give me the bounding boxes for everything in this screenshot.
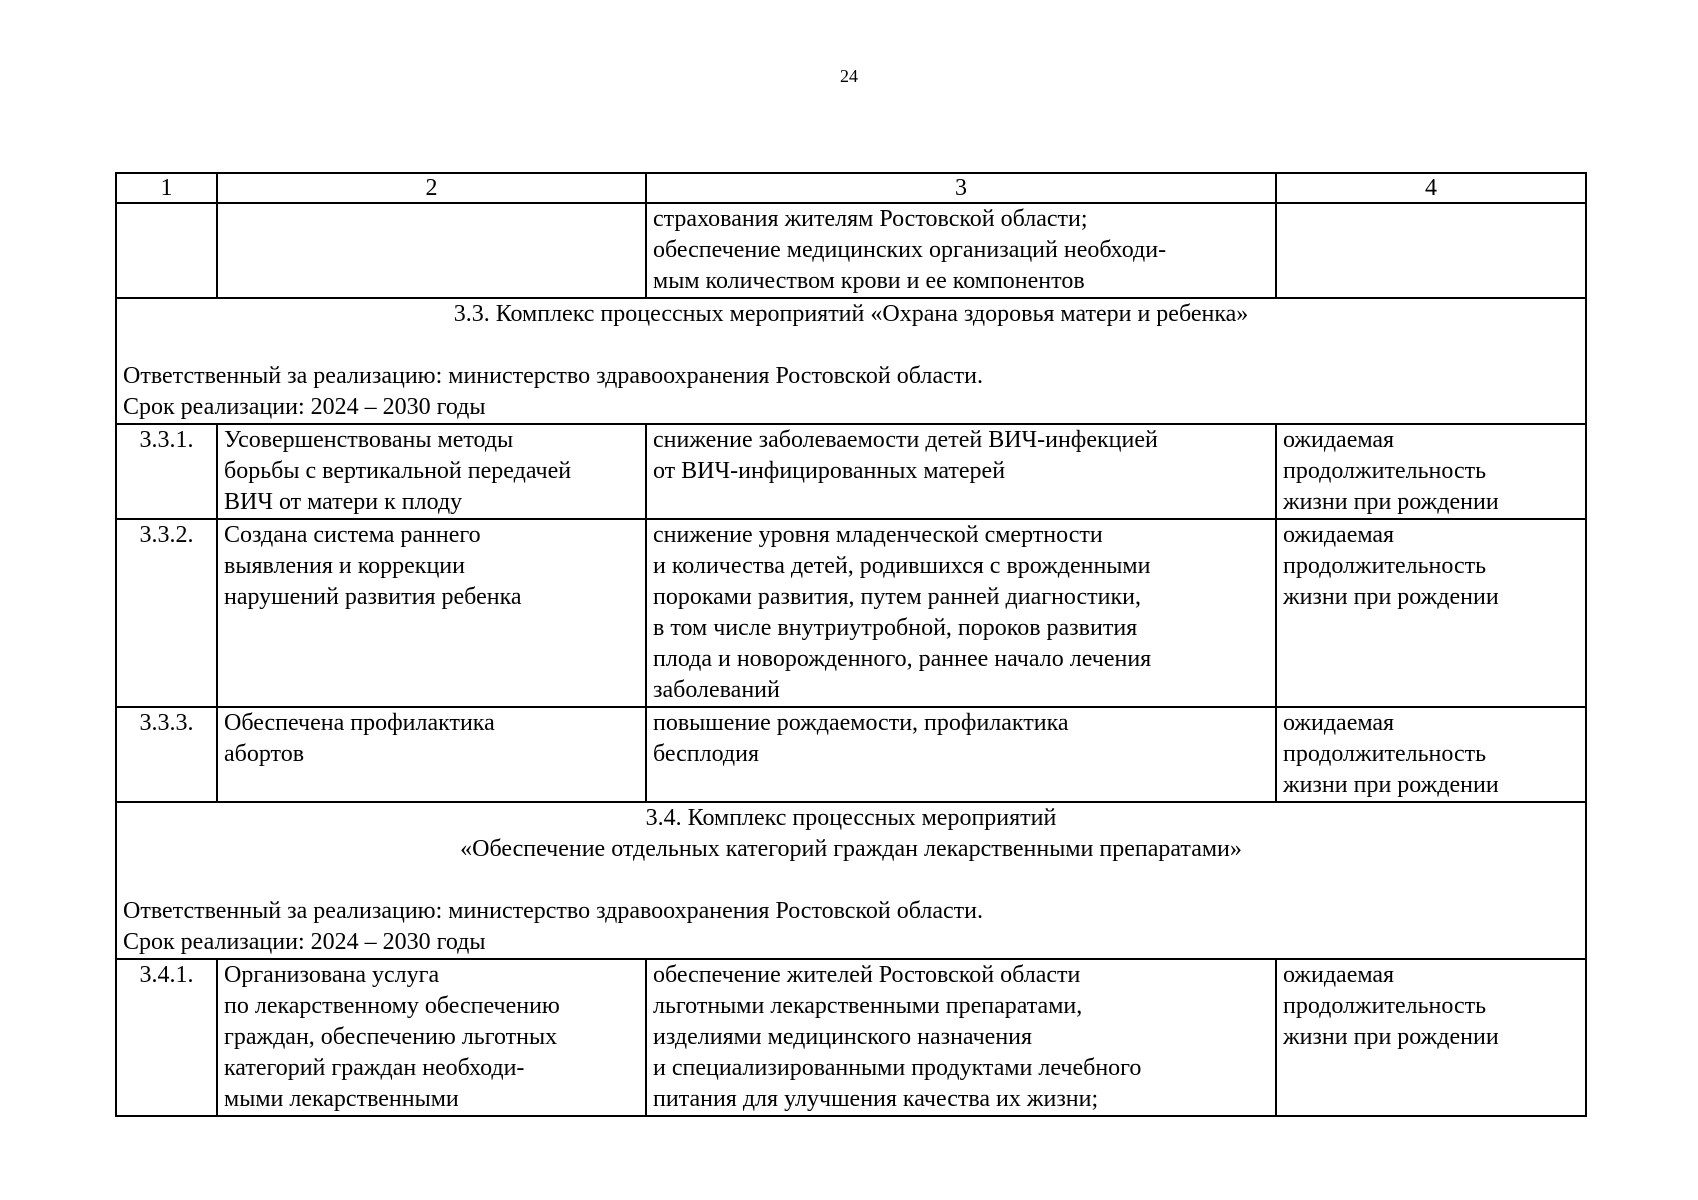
table-row [116,959,1586,1116]
cell-effect: снижение заболеваемости детей ВИЧ-инфекцией от ВИЧ-инфицированных матерей [646,424,1276,519]
header-col-4: 4 [1276,173,1586,203]
cell-num: 3.3.1. [116,424,217,519]
section-3-3-title: 3.3. Комплекс процессных мероприятий «Охрана здоровья матери и ребенка» [453,301,1249,327]
cell-indicator: ожидаемая продолжительность жизни при рождении [1276,959,1586,1116]
table-row [116,519,1586,707]
section-3-4-title-line-2: «Обеспечение отдельных категорий граждан лекарственными препаратами» [460,836,1242,862]
section-3-4-cell [116,802,1586,959]
header-col-1: 1 [116,173,217,203]
section-3-3-header [116,298,1586,424]
cell-num [116,203,217,298]
section-3-4-title-line-1: 3.4. Комплекс процессных мероприятий [645,805,1057,831]
table-row [116,424,1586,519]
header-row [116,173,1586,203]
section-3-4-header [116,802,1586,959]
cell-indicator: ожидаемая продолжительность жизни при рождении [1276,519,1586,707]
cell-result: Создана система раннего выявления и коррекции нарушений развития ребенка [217,519,646,707]
cell-result: Усовершенствованы методы борьбы с вертикальной передачей ВИЧ от матери к плоду [217,424,646,519]
header-col-3: 3 [646,173,1276,203]
header-col-2: 2 [217,173,646,203]
cell-indicator [1276,203,1586,298]
cell-result: Обеспечена профилактика абортов [217,707,646,802]
section-3-3-term: Срок реализации: 2024 – 2030 годы [123,394,486,420]
measures-table [115,172,1587,1117]
cell-effect: страхования жителям Ростовской области; обеспечение медицинских организаций необходи- мым количеством крови и ее компонентов [646,203,1276,298]
cell-num: 3.3.3. [116,707,217,802]
cell-result [217,203,646,298]
cell-effect: обеспечение жителей Ростовской области льготными лекарственными препаратами, изделиями медицинского назначения и специализированными продуктами лечебного питания для улучшения качества их жизни; [646,959,1276,1116]
page-number: 24 [840,66,858,86]
section-3-3-responsible: Ответственный за реализацию: министерство здравоохранения Ростовской области. [123,363,983,389]
table-row-continued [116,203,1586,298]
cell-num: 3.4.1. [116,959,217,1116]
cell-effect: повышение рождаемости, профилактика бесплодия [646,707,1276,802]
table-row [116,707,1586,802]
cell-result: Организована услуга по лекарственному обеспечению граждан, обеспечению льготных категорий граждан необходи- мыми лекарственными [217,959,646,1116]
section-3-4-term: Срок реализации: 2024 – 2030 годы [123,929,486,955]
cell-indicator: ожидаемая продолжительность жизни при рождении [1276,707,1586,802]
cell-num: 3.3.2. [116,519,217,707]
section-3-4-responsible: Ответственный за реализацию: министерство здравоохранения Ростовской области. [123,898,983,924]
cell-indicator: ожидаемая продолжительность жизни при рождении [1276,424,1586,519]
cell-effect: снижение уровня младенческой смертности и количества детей, родившихся с врожденными пороками развития, путем ранней диагностики, в том числе внутриутробной, пороков развития плода и новорожденного, раннее начало лечения заболеваний [646,519,1276,707]
section-3-3-cell [116,298,1586,424]
